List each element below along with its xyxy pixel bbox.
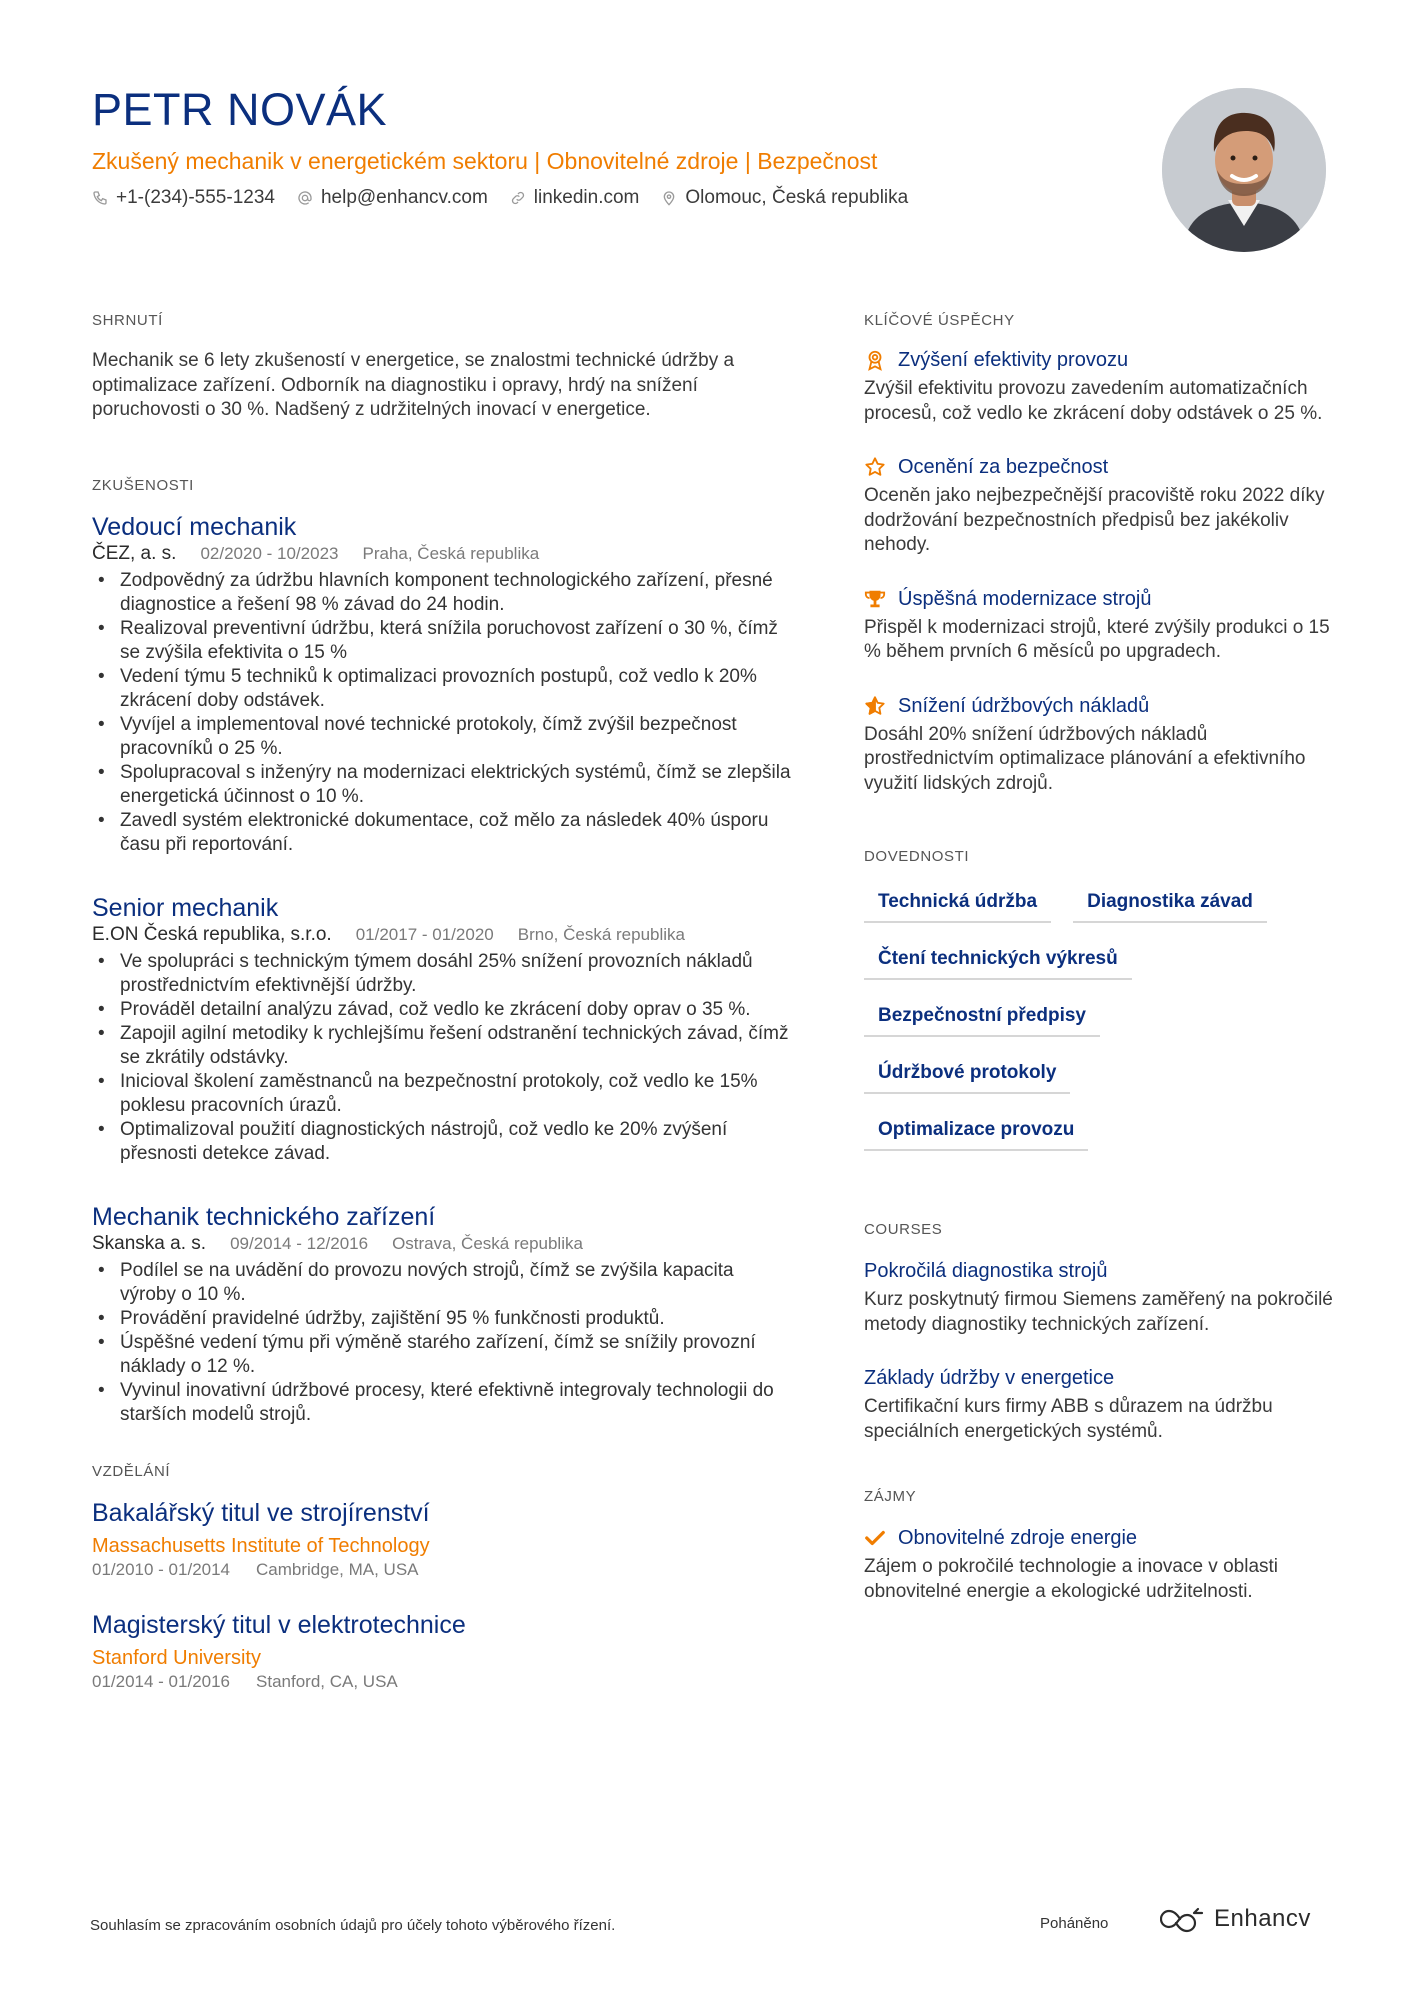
job-dates: 02/2020 - 10/2023 bbox=[200, 543, 339, 563]
contact-location bbox=[661, 187, 908, 209]
phone-icon bbox=[92, 190, 108, 206]
job-bullet: • Vyvinul inovativní údržbové procesy, které efektivně integrovaly technologii do starších modelů strojů. bbox=[92, 1379, 792, 1427]
education-heading: VZDĚLÁNÍ bbox=[92, 1462, 171, 1480]
job-dates: 09/2014 - 12/2016 bbox=[230, 1233, 369, 1253]
trophy-icon bbox=[864, 588, 886, 610]
achievement-desc: Zvýšil efektivitu provozu zavedením automatizačních procesů, což vedlo ke zkrácení doby odstávek o 25 %. bbox=[864, 378, 1323, 424]
job-meta bbox=[92, 543, 792, 565]
achievements-heading: KLÍČOVÉ ÚSPĚCHY bbox=[864, 312, 1015, 329]
job-bullet: • Zodpovědný za údržbu hlavních komponent technologického zařízení, přesné diagnostice a řešení 98 % závad do 24 hodin. bbox=[92, 569, 792, 617]
at-icon bbox=[297, 190, 313, 206]
course-item bbox=[864, 1365, 1334, 1444]
job-bullet: • Zavedl systém elektronické dokumentace, což mělo za následek 40% úsporu času při reportování. bbox=[92, 809, 792, 857]
job-bullets bbox=[92, 950, 792, 1166]
phone-text: +1-(234)-555-1234 bbox=[116, 187, 275, 208]
skills-section bbox=[864, 848, 1334, 1151]
contact-email[interactable] bbox=[297, 187, 488, 209]
summary-heading: SHRNUTÍ bbox=[92, 312, 163, 329]
job-bullet: • Vedení týmu 5 techniků k optimalizaci provozních postupů, což vedlo k 20% zkrácení doby odstávek. bbox=[92, 665, 792, 713]
candidate-headline: Zkušený mechanik v energetickém sektoru | Obnovitelné zdroje | Bezpečnost bbox=[92, 148, 878, 174]
job-title: Senior mechanik bbox=[92, 893, 279, 922]
left-column bbox=[92, 312, 792, 1722]
job-bullet: • Ve spolupráci s technickým týmem dosáhl 25% snížení provozních nákladů prostřednictvím efektivnější údržby. bbox=[92, 950, 792, 998]
job-company: Skanska a. s. bbox=[92, 1232, 207, 1254]
profile-photo bbox=[1162, 88, 1326, 252]
education-entry bbox=[92, 1610, 792, 1692]
award-ribbon-icon bbox=[864, 349, 886, 371]
course-desc: Certifikační kurs firmy ABB s důrazem na údržbu speciálních energetických systémů. bbox=[864, 1396, 1273, 1442]
checkmark-icon bbox=[864, 1527, 886, 1549]
skill-tag: Čtení technických výkresů bbox=[864, 942, 1132, 980]
interest-item bbox=[864, 1525, 1334, 1604]
achievement-item bbox=[864, 454, 1334, 558]
achievement-desc: Přispěl k modernizaci strojů, které zvýšily produkci o 15 % během prvních 6 měsíců po upgradech. bbox=[864, 616, 1330, 662]
interest-title: Obnovitelné zdroje energie bbox=[898, 1527, 1138, 1549]
job-bullet: • Spolupracoval s inženýry na modernizaci elektrických systémů, čímž se zlepšila energetická účinnost o 10 %. bbox=[92, 761, 792, 809]
skills-list bbox=[864, 885, 1334, 1151]
contact-phone[interactable] bbox=[92, 187, 275, 209]
job-location: Praha, Česká republika bbox=[362, 543, 540, 563]
skill-tag: Údržbové protokoly bbox=[864, 1056, 1070, 1094]
education-entry bbox=[92, 1498, 792, 1580]
achievement-title: Úspěšná modernizace strojů bbox=[898, 587, 1152, 610]
education-location: Cambridge, MA, USA bbox=[256, 1559, 419, 1579]
candidate-name: PETR NOVÁK bbox=[92, 84, 388, 135]
achievement-desc: Dosáhl 20% snížení údržbových nákladů prostřednictvím optimalizace plánování a efektivního využití lidských zdrojů. bbox=[864, 723, 1306, 794]
course-title: Pokročilá diagnostika strojů bbox=[864, 1260, 1108, 1282]
star-half-icon bbox=[864, 695, 886, 717]
contact-bar bbox=[92, 187, 908, 209]
school-name: Massachusetts Institute of Technology bbox=[92, 1534, 430, 1557]
powered-by-label: Poháněno bbox=[1040, 1915, 1109, 1932]
job-bullets bbox=[92, 569, 792, 857]
person-portrait-icon bbox=[1162, 88, 1326, 252]
job-bullet: • Úspěšné vedení týmu při výměně starého zařízení, čímž se snížily provozní náklady o 12 %. bbox=[92, 1331, 792, 1379]
skill-tag: Technická údržba bbox=[864, 885, 1051, 923]
degree-title: Magisterský titul v elektrotechnice bbox=[92, 1610, 466, 1639]
job-entry bbox=[92, 1202, 792, 1427]
consent-text: Souhlasím se zpracováním osobních údajů pro účely tohoto výběrového řízení. bbox=[90, 1917, 616, 1934]
interest-desc: Zájem o pokročilé technologie a inovace v oblasti obnovitelné energie a ekologické udržitelnosti. bbox=[864, 1556, 1279, 1602]
linkedin-text: linkedin.com bbox=[533, 187, 640, 208]
job-bullet: • Realizoval preventivní údržbu, která snížila poruchovost zařízení o 30 %, čímž se zvýšila efektivita o 15 % bbox=[92, 617, 792, 665]
brand-name: Enhancv bbox=[1214, 1905, 1311, 1932]
job-meta bbox=[92, 1233, 792, 1255]
job-meta bbox=[92, 924, 792, 946]
courses-heading: COURSES bbox=[864, 1221, 943, 1238]
education-section bbox=[92, 1463, 792, 1692]
education-dates: 01/2014 - 01/2016 bbox=[92, 1671, 231, 1691]
job-location: Ostrava, Česká republika bbox=[392, 1233, 583, 1253]
job-location: Brno, Česká republika bbox=[517, 924, 685, 944]
achievement-item bbox=[864, 693, 1334, 797]
link-icon bbox=[510, 190, 526, 206]
education-meta bbox=[92, 1672, 792, 1692]
job-title: Vedoucí mechanik bbox=[92, 512, 297, 541]
achievement-title: Ocenění za bezpečnost bbox=[898, 456, 1109, 478]
achievement-item bbox=[864, 347, 1334, 426]
skill-tag: Bezpečnostní předpisy bbox=[864, 999, 1100, 1037]
course-desc: Kurz poskytnutý firmou Siemens zaměřený na pokročilé metody diagnostiky technických zařízení. bbox=[864, 1289, 1333, 1335]
achievement-title: Zvýšení efektivity provozu bbox=[898, 349, 1129, 371]
school-name: Stanford University bbox=[92, 1646, 261, 1669]
job-company: ČEZ, a. s. bbox=[92, 542, 177, 564]
job-title: Mechanik technického zařízení bbox=[92, 1202, 436, 1231]
skills-heading: DOVEDNOSTI bbox=[864, 848, 970, 865]
courses-section bbox=[864, 1221, 1334, 1444]
job-bullet: • Provádění pravidelné údržby, zajištění 95 % funkčnosti produktů. bbox=[92, 1307, 792, 1331]
interests-section bbox=[864, 1488, 1334, 1604]
course-title: Základy údržby v energetice bbox=[864, 1367, 1115, 1389]
education-dates: 01/2010 - 01/2014 bbox=[92, 1559, 231, 1579]
job-bullets bbox=[92, 1259, 792, 1427]
achievement-title: Snížení údržbových nákladů bbox=[898, 694, 1150, 717]
education-meta bbox=[92, 1560, 792, 1580]
skill-tag: Optimalizace provozu bbox=[864, 1113, 1088, 1151]
summary-section bbox=[92, 312, 792, 423]
job-entry bbox=[92, 512, 792, 857]
job-entry bbox=[92, 893, 792, 1166]
star-outline-icon bbox=[864, 456, 886, 478]
contact-linkedin[interactable] bbox=[510, 187, 640, 209]
enhancv-logo-icon bbox=[1160, 1905, 1206, 1933]
summary-text: Mechanik se 6 lety zkušeností v energetice, se znalostmi technické údržby a optimalizace zařízení. Odborník na diagnostiku i opravy, hrdý na snížení poruchovosti o 30 %. Nadšený z udržitelných inovací v energetice. bbox=[92, 350, 735, 420]
job-bullet: • Vyvíjel a implementoval nové technické protokoly, čímž zvýšil bezpečnost pracovníků o 25 %. bbox=[92, 713, 792, 761]
job-bullet: • Inicioval školení zaměstnanců na bezpečnostní protokoly, což vedlo ke 15% poklesu pracovních úrazů. bbox=[92, 1070, 792, 1118]
course-item bbox=[864, 1258, 1334, 1337]
skill-tag: Diagnostika závad bbox=[1073, 885, 1267, 923]
experience-heading: ZKUŠENOSTI bbox=[92, 476, 194, 494]
job-company: E.ON Česká republika, s.r.o. bbox=[92, 923, 332, 945]
location-text: Olomouc, Česká republika bbox=[685, 187, 909, 208]
job-bullet: • Optimalizoval použití diagnostických nástrojů, což vedlo ke 20% zvýšení přesnosti detekce závad. bbox=[92, 1118, 792, 1166]
job-dates: 01/2017 - 01/2020 bbox=[355, 924, 494, 944]
job-bullet: • Zapojil agilní metodiky k rychlejšímu řešení odstranění technických závad, čímž se zkrátily odstávky. bbox=[92, 1022, 792, 1070]
job-bullet: • Podílel se na uvádění do provozu nových strojů, čímž se zvýšila kapacita výroby o 10 %. bbox=[92, 1259, 792, 1307]
location-pin-icon bbox=[661, 190, 677, 206]
interests-heading: ZÁJMY bbox=[864, 1488, 917, 1505]
job-bullet: • Prováděl detailní analýzu závad, což vedlo ke zkrácení doby oprav o 35 %. bbox=[92, 998, 792, 1022]
experience-section bbox=[92, 477, 792, 1427]
right-column bbox=[864, 312, 1334, 1632]
enhancv-logo[interactable] bbox=[1160, 1905, 1311, 1933]
achievement-desc: Oceněn jako nejbezpečnější pracoviště roku 2022 díky dodržování bezpečnostních předpisů bez jakékoliv nehody. bbox=[864, 485, 1325, 555]
achievement-item bbox=[864, 586, 1334, 665]
achievements-section bbox=[864, 312, 1334, 796]
education-location: Stanford, CA, USA bbox=[256, 1671, 398, 1691]
degree-title: Bakalářský titul ve strojírenství bbox=[92, 1498, 430, 1527]
email-text: help@enhancv.com bbox=[320, 187, 488, 208]
